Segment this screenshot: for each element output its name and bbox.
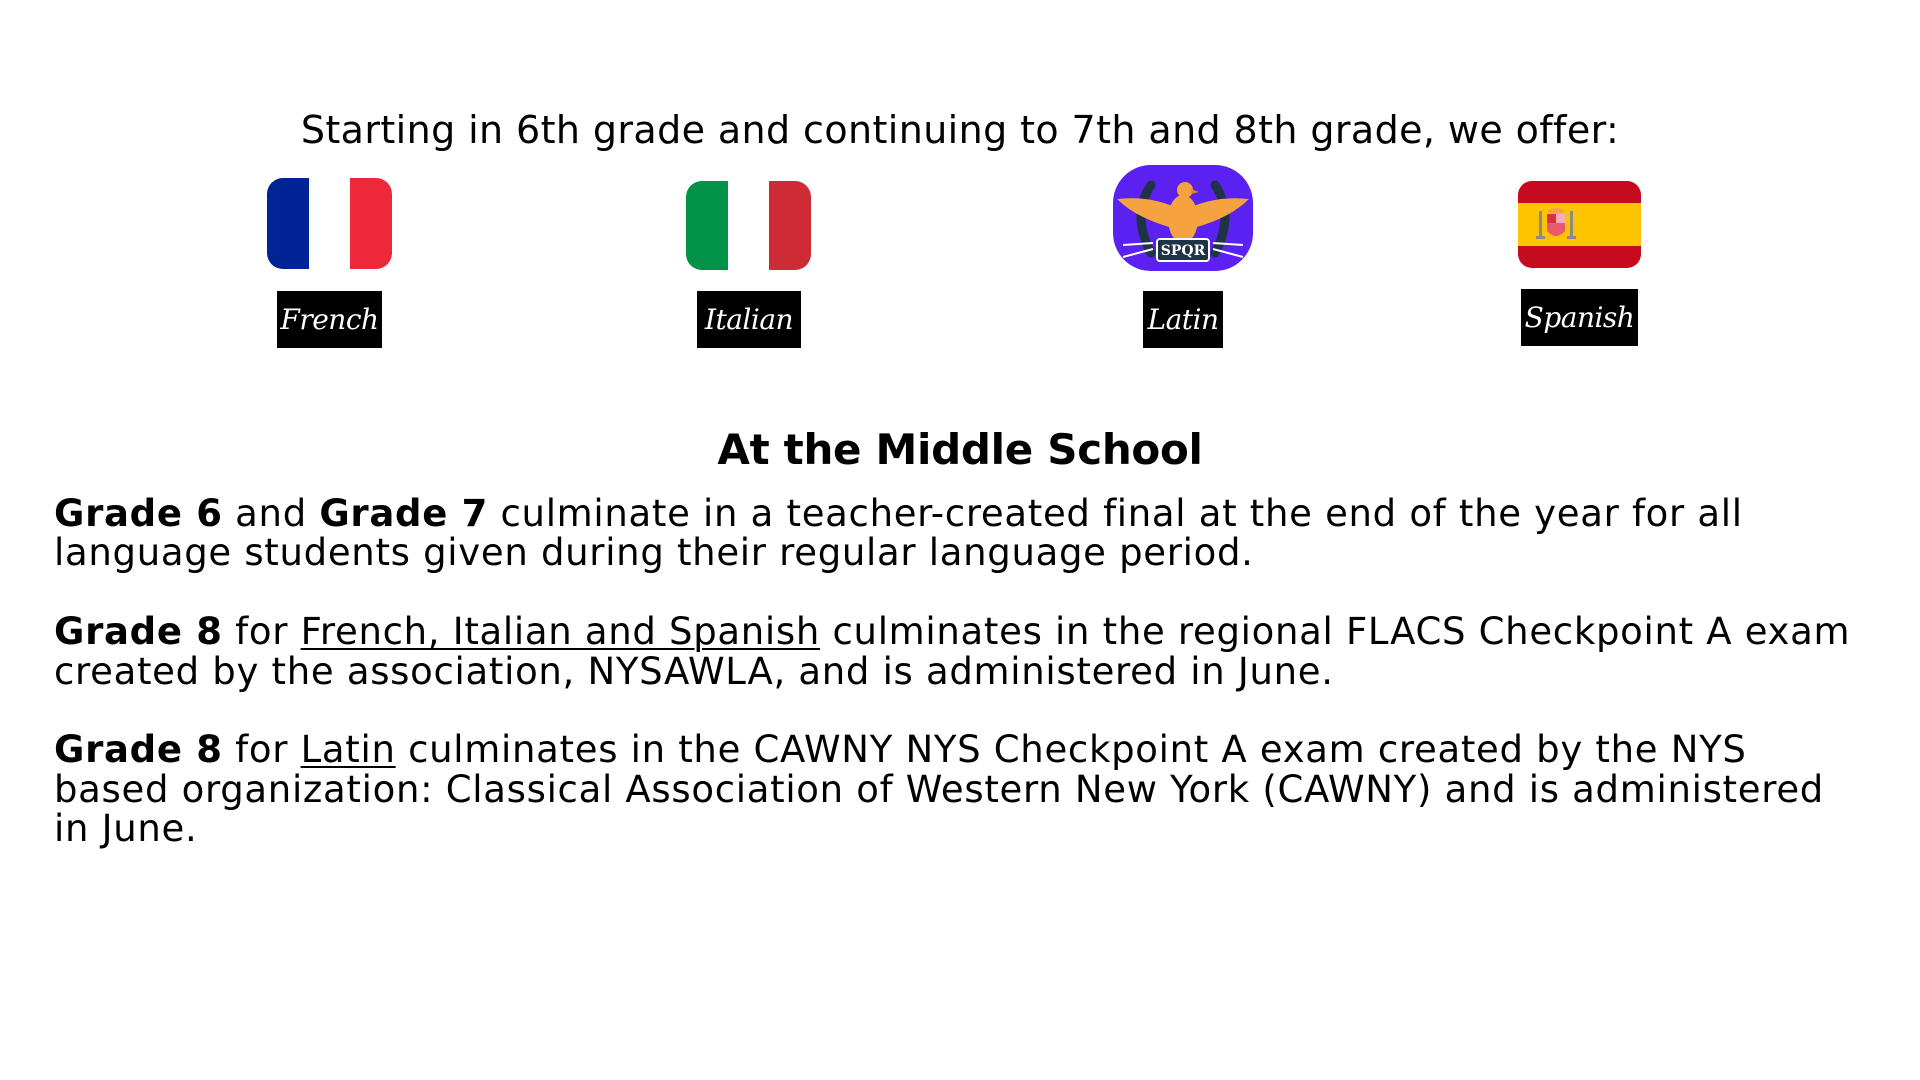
spqr-eagle-icon [1113, 165, 1253, 271]
paragraph-2-line-1: Grade 8 for French, Italian and Spanish culminates in the regional FLACS Checkpoint A exam [54, 610, 1851, 653]
grade-8-label: Grade 8 [54, 610, 223, 653]
latin-link[interactable]: Latin [300, 728, 396, 771]
grade-7-label: Grade 7 [319, 492, 489, 535]
grade-8-latin-label: Grade 8 [54, 728, 223, 771]
language-label-italian: Italian [697, 291, 801, 348]
spain-flag-icon [1518, 181, 1641, 268]
paragraph-2-line-2: created by the association, NYSAWLA, and is administered in June. [54, 650, 1334, 693]
paragraph-1-line-2: language students given during their regular language period. [54, 531, 1254, 574]
language-label-french: French [277, 291, 382, 348]
paragraph-1-line-1: Grade 6 and Grade 7 culminate in a teacher-created final at the end of the year for all [54, 492, 1743, 535]
languages-link[interactable]: French, Italian and Spanish [300, 610, 821, 653]
intro-text: Starting in 6th grade and continuing to 7th and 8th grade, we offer: [300, 108, 1620, 152]
grade-6-label: Grade 6 [54, 492, 223, 535]
italy-flag-icon [686, 181, 811, 270]
paragraph-3-line-2: based organization: Classical Association of Western New York (CAWNY) and is administered [54, 768, 1824, 811]
language-label-spanish: Spanish [1521, 289, 1638, 346]
france-flag-icon [267, 178, 392, 269]
paragraph-3-line-3: in June. [54, 807, 198, 850]
paragraph-3-line-1: Grade 8 for Latin culminates in the CAWNY NYS Checkpoint A exam created by the NYS [54, 728, 1747, 771]
language-label-latin: Latin [1143, 291, 1223, 348]
spqr-text: SPQR [1160, 243, 1206, 259]
spain-coat-of-arms-icon [1536, 205, 1576, 245]
section-heading: At the Middle School [717, 425, 1203, 474]
